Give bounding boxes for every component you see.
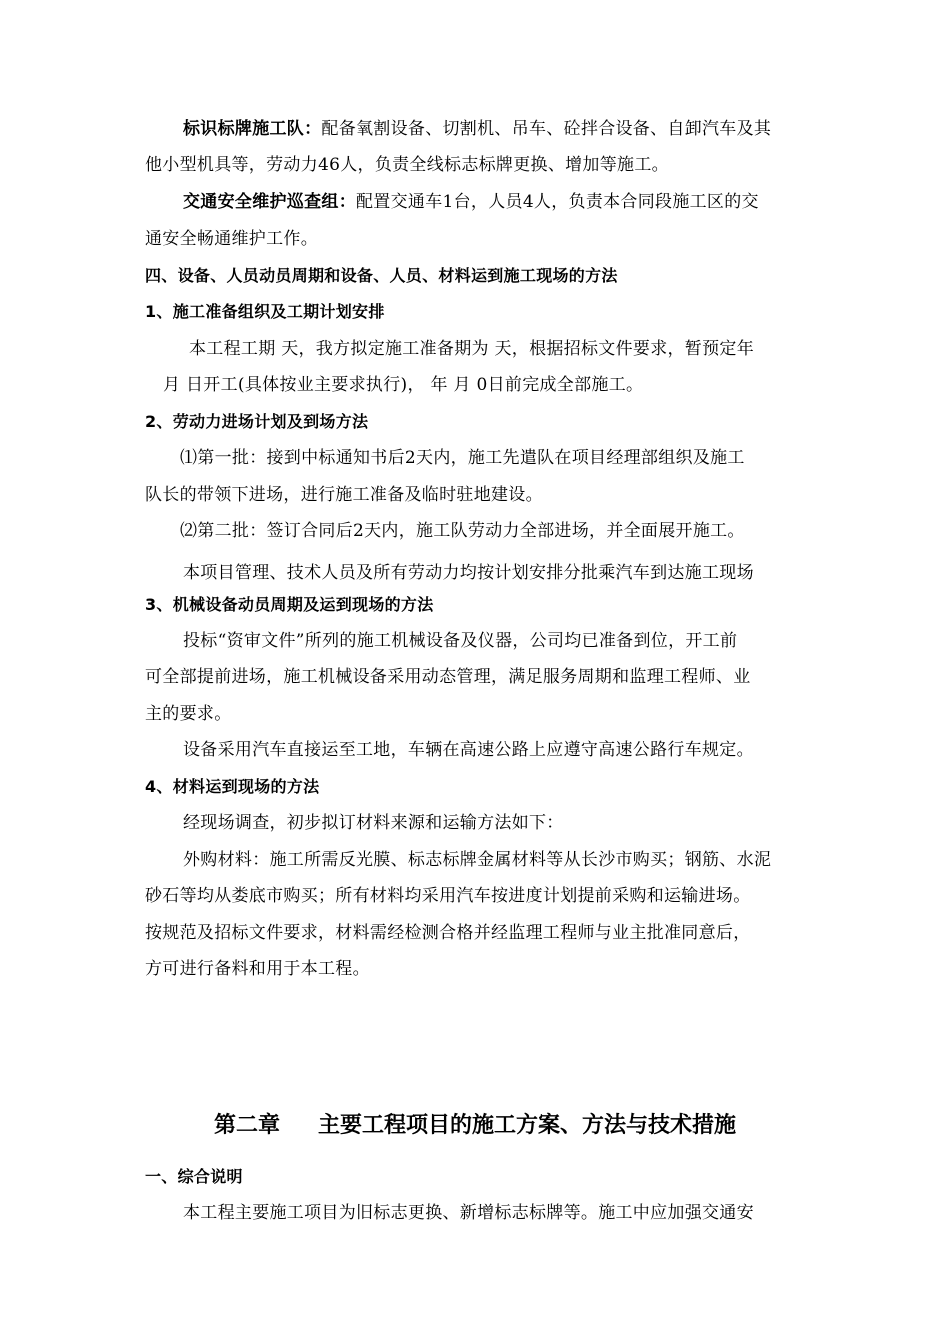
paragraph-material-line1: 外购材料：施工所需反光膜、标志标牌金属材料等从长沙市购买；钢筋、水泥 <box>183 850 772 870</box>
paragraph-sign-team-line1 <box>183 117 810 141</box>
paragraph-equipment-line2: 可全部提前进场，施工机械设备采用动态管理，满足服务周期和监理工程师、业 <box>145 667 751 687</box>
paragraph-equipment-line3: 主的要求。 <box>145 704 232 724</box>
heading-4-2: 2、劳动力进场计划及到场方法 <box>145 412 369 431</box>
paragraph-equipment-transport: 设备采用汽车直接运至工地，车辆在高速公路上应遵守高速公路行车规定。 <box>183 740 754 760</box>
paragraph-overview: 本工程主要施工项目为旧标志更换、新增标志标牌等。施工中应加强交通安 <box>183 1203 754 1223</box>
paragraph-schedule-line2: 月 日开工(具体按业主要求执行)， 年 月 0日前完成全部施工。 <box>163 375 644 395</box>
paragraph-sign-team-line2: 他小型机具等，劳动力46人，负责全线标志标牌更换、增加等施工。 <box>145 155 669 175</box>
sign-team-text: 配备氧割设备、切割机、吊车、砼拌合设备、自卸汽车及其 <box>321 119 772 139</box>
paragraph-batch1-line1: ⑴第一批：接到中标通知书后2天内，施工先遣队在项目经理部组织及施工 <box>180 448 745 468</box>
paragraph-transport-staff: 本项目管理、技术人员及所有劳动力均按计划安排分批乘汽车到达施工现场 <box>183 563 754 583</box>
chapter-heading: 主要工程项目的施工方案、方法与技术措施 <box>318 1113 737 1138</box>
paragraph-equipment-line1: 投标“资审文件”所列的施工机械设备及仪器，公司均已准备到位，开工前 <box>183 631 738 651</box>
paragraph-material-line2: 砂石等均从娄底市购买；所有材料均采用汽车按进度计划提前采购和运输进场。 <box>145 886 751 906</box>
safety-team-label: 交通安全维护巡查组： <box>183 192 356 212</box>
heading-overview: 一、综合说明 <box>145 1167 243 1186</box>
paragraph-batch2: ⑵第二批：签订合同后2天内，施工队劳动力全部进场，并全面展开施工。 <box>180 521 745 541</box>
heading-4-3: 3、机械设备动员周期及运到现场的方法 <box>145 595 434 614</box>
paragraph-batch1-line2: 队长的带领下进场，进行施工准备及临时驻地建设。 <box>145 485 543 505</box>
paragraph-material-survey: 经现场调查，初步拟订材料来源和运输方法如下： <box>183 813 564 833</box>
paragraph-safety-team-line2: 通安全畅通维护工作。 <box>145 229 318 249</box>
heading-4-1: 1、施工准备组织及工期计划安排 <box>145 302 385 321</box>
chapter-number: 第二章 <box>213 1113 280 1138</box>
paragraph-safety-team-line1 <box>183 190 810 214</box>
paragraph-material-line4: 方可进行备料和用于本工程。 <box>145 959 370 979</box>
paragraph-material-line3: 按规范及招标文件要求，材料需经检测合格并经监理工程师与业主批准同意后， <box>145 923 751 943</box>
safety-team-text: 配置交通车1台，人员4人，负责本合同段施工区的交 <box>356 192 759 212</box>
paragraph-schedule-line1: 本工程工期 天，我方拟定施工准备期为 天，根据招标文件要求，暂预定年 <box>189 339 755 359</box>
heading-section-4: 四、设备、人员动员周期和设备、人员、材料运到施工现场的方法 <box>145 266 618 285</box>
chapter-title <box>0 1110 950 1142</box>
sign-team-label: 标识标牌施工队： <box>183 119 322 139</box>
heading-4-4: 4、材料运到现场的方法 <box>145 777 320 796</box>
